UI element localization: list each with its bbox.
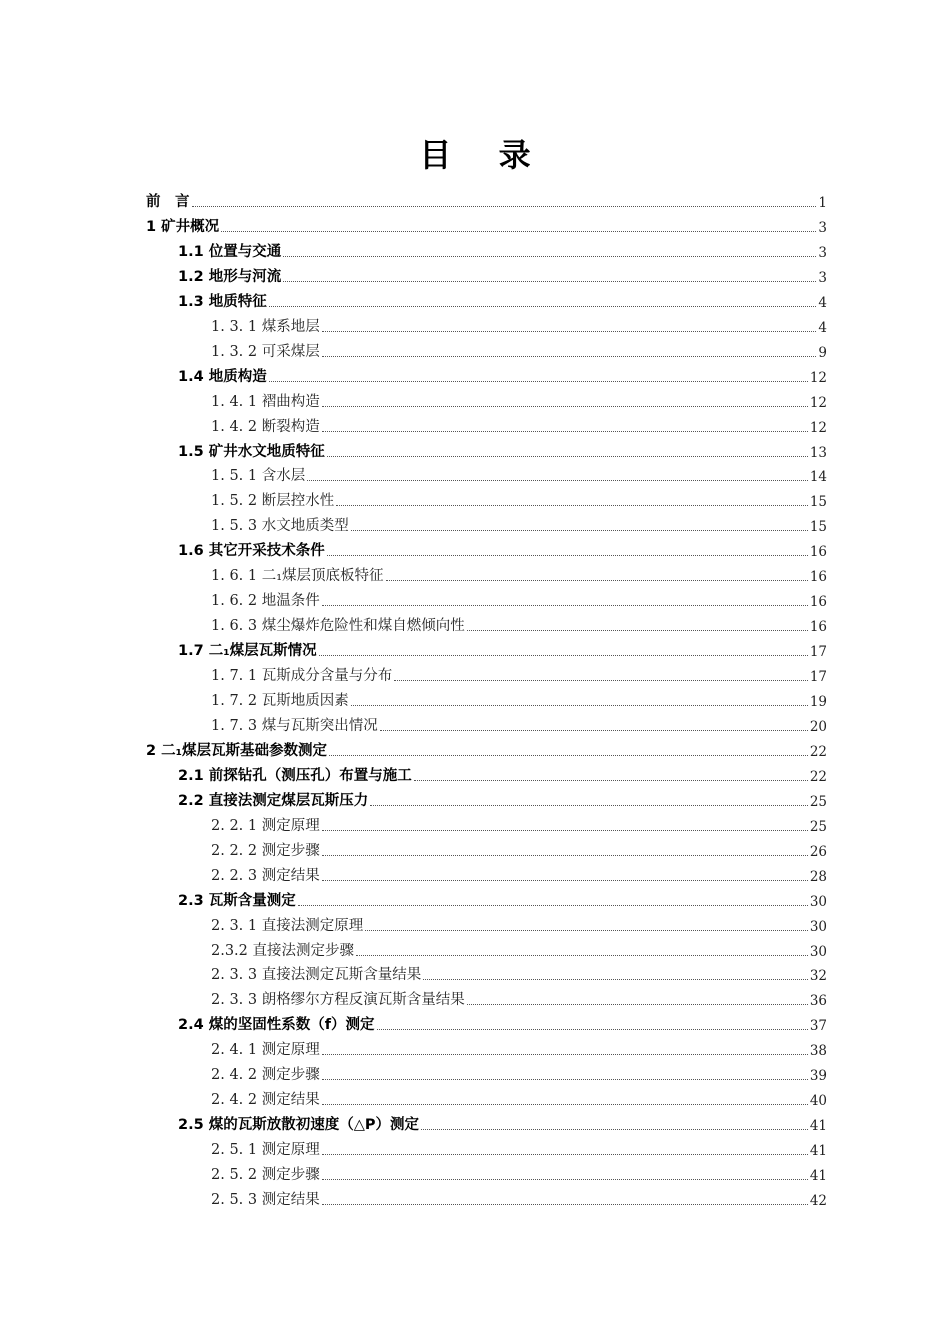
toc-entry-title: 2. 5. 2 测定步骤 <box>211 1167 320 1184</box>
toc-page-number: 38 <box>809 1043 827 1060</box>
toc-entry-title: 1 矿井概况 <box>146 218 220 235</box>
dot-leader <box>386 579 808 581</box>
toc-entry-title: 1.2 地形与河流 <box>178 268 282 285</box>
dot-leader <box>327 455 808 457</box>
toc-page-number: 13 <box>809 444 827 461</box>
toc-page-number: 17 <box>809 669 827 686</box>
toc-entry-title: 1. 4. 2 断裂构造 <box>211 418 320 435</box>
toc-entry[interactable] <box>178 888 827 910</box>
dot-leader <box>283 280 816 282</box>
toc-entry-title: 2. 2. 2 测定步骤 <box>211 842 320 859</box>
toc-entry-title: 1. 7. 1 瓦斯成分含量与分布 <box>211 668 393 685</box>
dot-leader <box>322 1153 808 1155</box>
toc-page-number: 19 <box>809 694 827 710</box>
toc-page-number: 16 <box>809 619 827 636</box>
toc-entry[interactable] <box>178 439 827 461</box>
toc-page-number: 41 <box>809 1118 827 1135</box>
toc-page-number: 16 <box>809 569 827 586</box>
dot-leader <box>322 405 808 407</box>
dot-leader <box>365 929 808 931</box>
toc-entry[interactable] <box>211 838 827 860</box>
dot-leader <box>336 504 808 506</box>
toc-entry-title: 1. 5. 1 含水层 <box>211 468 306 485</box>
toc-entry-title: 1. 5. 3 水文地质类型 <box>211 518 349 535</box>
toc-page-number: 12 <box>809 369 827 386</box>
toc-entry[interactable] <box>211 962 827 984</box>
dot-leader <box>322 879 808 881</box>
toc-entry[interactable] <box>211 938 827 960</box>
toc-page-number: 41 <box>809 1168 827 1185</box>
toc-entry-title: 1. 3. 2 可采煤层 <box>211 343 320 360</box>
dot-leader <box>322 1078 808 1080</box>
toc-entry-title: 1.7 二₁煤层瓦斯情况 <box>178 643 317 660</box>
toc-entry[interactable] <box>146 738 827 760</box>
toc-entry-title: 2. 2. 3 测定结果 <box>211 867 320 884</box>
toc-page-number: 37 <box>809 1018 827 1035</box>
toc-entry[interactable] <box>211 563 827 585</box>
toc-page-number: 1 <box>818 195 827 211</box>
toc-page-number: 22 <box>809 743 827 760</box>
toc-page-number: 32 <box>809 968 827 985</box>
toc-entry-title: 1. 6. 2 地温条件 <box>211 593 320 610</box>
toc-entry[interactable] <box>178 1012 827 1034</box>
page-title: 目 录 <box>419 136 549 174</box>
toc-entry-title: 1. 4. 1 褶曲构造 <box>211 393 320 410</box>
toc-page-number: 12 <box>809 419 827 436</box>
toc-page-number: 3 <box>818 269 827 286</box>
dot-leader <box>269 380 808 382</box>
toc-entry-title: 1. 6. 1 二₁煤层顶底板特征 <box>211 568 384 585</box>
toc-entry[interactable] <box>146 214 827 236</box>
dot-leader <box>322 829 808 831</box>
toc-entry[interactable] <box>211 1087 827 1109</box>
toc-page-number: 9 <box>818 344 827 361</box>
dot-leader <box>192 205 817 207</box>
toc-entry[interactable] <box>211 513 827 535</box>
toc-page-number: 12 <box>809 394 827 411</box>
toc-page-number: 20 <box>809 718 827 735</box>
toc-entry-title: 2. 3. 3 直接法测定瓦斯含量结果 <box>211 967 422 984</box>
toc-entry-title: 2.5 煤的瓦斯放散初速度（△P）测定 <box>178 1117 420 1134</box>
dot-leader <box>283 255 816 257</box>
toc-page-number: 14 <box>809 469 827 486</box>
toc-entry[interactable] <box>178 264 827 286</box>
toc-entry[interactable] <box>178 1112 827 1134</box>
toc-entry[interactable] <box>146 189 827 211</box>
dot-leader <box>322 1103 808 1105</box>
dot-leader <box>394 679 808 681</box>
toc-entry-title: 1.1 位置与交通 <box>178 243 282 260</box>
toc-entry-title: 1.4 地质构造 <box>178 368 267 385</box>
toc-entry-title: 2. 5. 3 测定结果 <box>211 1192 320 1208</box>
toc-entry-title: 2.1 前探钻孔（测压孔）布置与施工 <box>178 767 412 784</box>
toc-entry[interactable] <box>211 488 827 510</box>
toc-entry[interactable] <box>211 1162 827 1184</box>
toc-entry[interactable] <box>211 688 827 710</box>
toc-entry[interactable] <box>178 763 827 785</box>
toc-page-number: 25 <box>809 793 827 810</box>
toc-entry-title: 2. 3. 3 朗格缪尔方程反演瓦斯含量结果 <box>211 992 465 1009</box>
toc-page-number: 4 <box>818 294 827 311</box>
toc-page-number: 30 <box>809 943 827 960</box>
toc-entry[interactable] <box>211 339 827 361</box>
toc-page-number: 30 <box>809 918 827 935</box>
toc-entry-title: 2. 5. 1 测定原理 <box>211 1142 320 1159</box>
toc-entry[interactable] <box>178 289 827 311</box>
toc-entry[interactable] <box>211 987 827 1009</box>
toc-page-number: 42 <box>809 1193 827 1209</box>
dot-leader <box>322 1203 808 1205</box>
dot-leader <box>414 779 808 781</box>
dot-leader <box>322 355 817 357</box>
dot-leader <box>467 629 808 631</box>
toc-entry-title: 2.3 瓦斯含量测定 <box>178 892 296 909</box>
toc-page-number: 36 <box>809 993 827 1010</box>
dot-leader <box>377 1028 808 1030</box>
toc-entry-title: 1. 3. 1 煤系地层 <box>211 318 320 335</box>
toc-entry[interactable] <box>211 389 827 411</box>
dot-leader <box>421 1128 808 1130</box>
toc-entry[interactable] <box>211 1187 827 1209</box>
toc-entry-title: 1.6 其它开采技术条件 <box>178 543 325 560</box>
toc-entry[interactable] <box>211 314 827 336</box>
dot-leader <box>322 1053 808 1055</box>
toc-entry-title: 2. 3. 1 直接法测定原理 <box>211 917 364 934</box>
toc-page-number: 16 <box>809 594 827 611</box>
dot-leader <box>322 1178 808 1180</box>
toc-entry[interactable] <box>211 588 827 610</box>
toc-entry-title: 1. 6. 3 煤尘爆炸危险性和煤自燃倾向性 <box>211 618 465 635</box>
toc-entry-title: 2. 4. 2 测定步骤 <box>211 1067 320 1084</box>
dot-leader <box>467 1003 808 1005</box>
toc-page-number: 3 <box>818 219 827 236</box>
toc-entry[interactable] <box>178 538 827 560</box>
dot-leader <box>221 230 816 232</box>
dot-leader <box>329 754 808 756</box>
dot-leader <box>322 430 808 432</box>
toc-page-number: 25 <box>809 818 827 835</box>
toc-entry-title: 2. 4. 1 测定原理 <box>211 1042 320 1059</box>
toc-entry-title: 2 二₁煤层瓦斯基础参数测定 <box>146 742 327 759</box>
toc-page-number: 30 <box>809 893 827 910</box>
dot-leader <box>322 604 808 606</box>
toc-page-number: 16 <box>809 544 827 561</box>
toc-entry[interactable] <box>178 788 827 810</box>
toc-page-number: 41 <box>809 1143 827 1160</box>
toc-page-number: 39 <box>809 1068 827 1085</box>
toc-page-number: 17 <box>809 644 827 661</box>
dot-leader <box>322 854 808 856</box>
dot-leader <box>351 704 808 706</box>
toc-entry-title: 1. 7. 3 煤与瓦斯突出情况 <box>211 717 378 734</box>
dot-leader <box>370 804 808 806</box>
toc-entry-title: 1. 7. 2 瓦斯地质因素 <box>211 693 349 709</box>
toc-page-number: 3 <box>818 244 827 261</box>
toc-page-number: 15 <box>809 494 827 511</box>
dot-leader <box>380 729 808 731</box>
toc-entry[interactable] <box>211 463 827 485</box>
dot-leader <box>298 904 808 906</box>
dot-leader <box>356 954 808 956</box>
dot-leader <box>322 330 817 332</box>
dot-leader <box>269 305 817 307</box>
toc-entry-title: 前 言 <box>146 194 190 210</box>
toc-entry-title: 2. 2. 1 测定原理 <box>211 817 320 834</box>
toc-entry[interactable] <box>211 863 827 885</box>
toc-entry[interactable] <box>211 913 827 935</box>
toc-entry[interactable] <box>211 1037 827 1059</box>
toc-entry-title: 2.3.2 直接法测定步骤 <box>211 942 355 959</box>
toc-entry[interactable] <box>178 364 827 386</box>
toc-entry[interactable] <box>211 813 827 835</box>
toc-entry[interactable] <box>211 1137 827 1159</box>
toc-page-number: 40 <box>809 1093 827 1110</box>
toc-entry-title: 2.2 直接法测定煤层瓦斯压力 <box>178 792 369 809</box>
toc-page-number: 26 <box>809 843 827 860</box>
dot-leader <box>423 978 808 980</box>
toc-entry-title: 1.5 矿井水文地质特征 <box>178 443 325 460</box>
toc-entry[interactable] <box>211 613 827 635</box>
dot-leader <box>351 529 808 531</box>
toc-entry[interactable] <box>211 414 827 436</box>
toc-entry[interactable] <box>211 1062 827 1084</box>
dot-leader <box>307 479 808 481</box>
toc-page-number: 15 <box>809 519 827 536</box>
toc-page-number: 22 <box>809 768 827 785</box>
toc-entry-title: 1. 5. 2 断层控水性 <box>211 493 335 510</box>
toc-entry-title: 2. 4. 2 测定结果 <box>211 1092 320 1109</box>
toc-entry[interactable] <box>211 713 827 735</box>
toc-entry-title: 1.3 地质特征 <box>178 293 267 310</box>
toc-entry-title: 2.4 煤的坚固性系数（f）测定 <box>178 1017 375 1034</box>
dot-leader <box>327 554 808 556</box>
toc-entry[interactable] <box>178 638 827 660</box>
toc-entry[interactable] <box>178 239 827 261</box>
toc-page-number: 28 <box>809 868 827 885</box>
toc-page-number: 4 <box>818 319 827 336</box>
dot-leader <box>319 654 808 656</box>
toc-entry[interactable] <box>211 663 827 685</box>
